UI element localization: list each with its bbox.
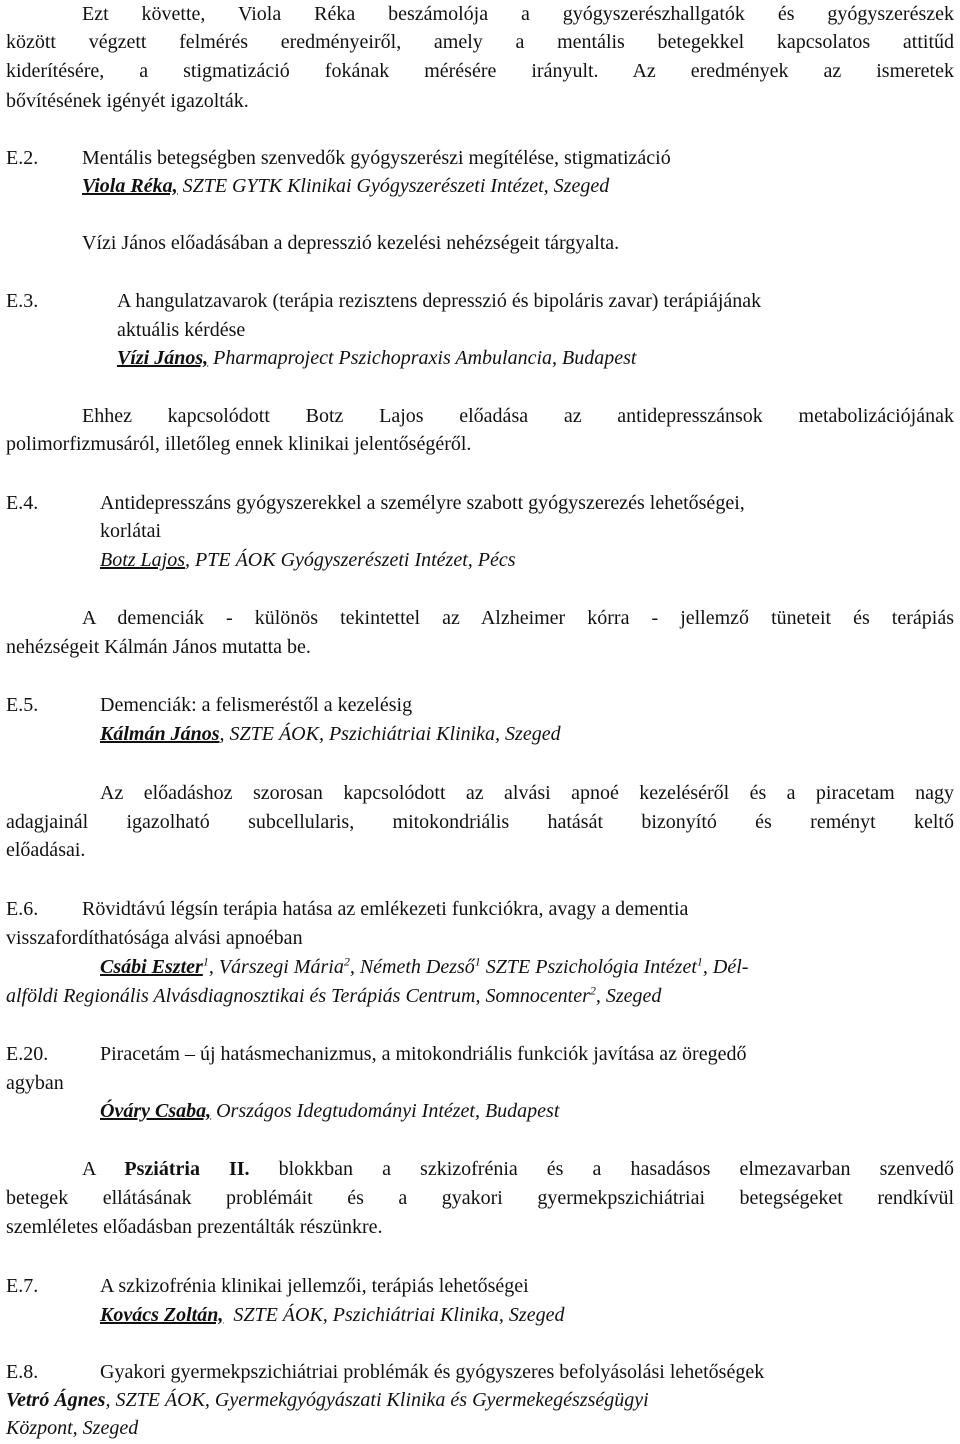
intro-line-4: bővítésének igényét igazolták.: [6, 90, 249, 112]
lecture-author-line: [117, 344, 636, 373]
lecture-author-line-cont: Központ, Szeged: [6, 1417, 139, 1439]
section-number: E.20.: [6, 1043, 49, 1065]
lecture-author-line: [100, 720, 561, 749]
lecture-title: Antidepresszáns gyógyszerekkel a személyre szabott gyógyszerezés lehetőségei,: [100, 492, 745, 514]
lecture-title-cont: aktuális kérdése: [117, 319, 246, 341]
summary-text-cont: előadásai.: [6, 839, 86, 861]
lecture-title-cont: agyban: [6, 1072, 64, 1094]
lecture-author-line: [6, 1386, 649, 1415]
lecture-title: A szkizofrénia klinikai jellemzői, terápiás lehetőségei: [100, 1275, 529, 1297]
author-superscript: 1: [474, 954, 481, 969]
lecture-title: Piracetám – új hatásmechanizmus, a mitokondriális funkciók javítása az öregedő: [100, 1043, 747, 1065]
author-affiliation: , PTE ÁOK Gyógyszerészeti Intézet, Pécs: [185, 549, 516, 571]
author-superscript: 2: [343, 954, 350, 969]
author-name: Vízi János,: [117, 347, 209, 369]
author-name-2: , Várszegi Mária: [208, 956, 344, 978]
section-number: E.7.: [6, 1275, 39, 1297]
summary-text: A Psziátria II. blokkban a szkizofrénia és a hasadásos elmezavarban szenvedő: [82, 1158, 954, 1180]
intro-line-2: között végzett felmérés eredményeiről, amely a mentális betegekkel kapcsolatos attitűd: [6, 31, 954, 53]
section-number: E.5.: [6, 694, 39, 716]
lecture-author-line: [100, 953, 748, 982]
author-affiliation-end: , Szeged: [595, 985, 662, 1007]
author-name: Viola Réka,: [82, 175, 178, 197]
author-name: Óváry Csaba,: [100, 1100, 212, 1122]
author-affiliation: SZTE Pszichológia Intézet: [480, 956, 697, 978]
author-superscript: 2: [589, 983, 596, 998]
author-affiliation: , SZTE ÁOK, Gyermekgyógyászati Klinika és Gyermekegészségügyi: [105, 1389, 649, 1411]
lecture-author-line-cont: [6, 982, 661, 1011]
section-number: E.3.: [6, 290, 39, 312]
author-affiliation: alföldi Regionális Alvásdiagnosztikai és Terápiás Centrum, Somnocenter: [6, 985, 590, 1007]
section-number: E.2.: [6, 147, 39, 169]
lecture-title: A hangulatzavarok (terápia rezisztens depresszió és bipoláris zavar) terápiájának: [117, 290, 762, 312]
author-affiliation: SZTE GYTK Klinikai Gyógyszerészeti Intézet, Szeged: [177, 175, 610, 197]
author-name: Vetró Ágnes: [6, 1389, 106, 1411]
author-affiliation: Pharmaproject Pszichopraxis Ambulancia, Budapest: [208, 347, 637, 369]
author-affiliation: , SZTE ÁOK, Pszichiátriai Klinika, Szeged: [219, 723, 561, 745]
section-number: E.8.: [6, 1361, 39, 1383]
lecture-title: Demenciák: a felismeréstől a kezelésig: [100, 694, 413, 716]
author-affiliation: SZTE ÁOK, Pszichiátriai Klinika, Szeged: [223, 1304, 565, 1326]
lecture-author-line: [100, 1097, 559, 1126]
lecture-title-cont: korlátai: [100, 520, 162, 542]
summary-text-cont: adagjainál igazolható subcellularis, mitokondriális hatását bizonyító és reményt keltő: [6, 811, 954, 833]
author-name: Kovács Zoltán,: [100, 1304, 224, 1326]
author-superscript: 1: [202, 954, 209, 969]
author-name: Csábi Eszter: [100, 956, 203, 978]
summary-text: Az előadáshoz szorosan kapcsolódott az alvási apnoé kezeléséről és a piracetam nagy: [100, 782, 954, 804]
section-number: E.6.: [6, 898, 39, 920]
author-affiliation-cont: , Dél-: [702, 956, 749, 978]
summary-text-cont: szemléletes előadásban prezentálták részünkre.: [6, 1216, 383, 1238]
lecture-author-line: [100, 546, 516, 575]
intro-line-1: Ezt követte, Viola Réka beszámolója a gyógyszerészhallgatók és gyógyszerészek: [82, 3, 954, 25]
section-number: E.4.: [6, 492, 39, 514]
author-superscript: 1: [696, 954, 703, 969]
author-affiliation: Országos Idegtudományi Intézet, Budapest: [211, 1100, 560, 1122]
summary-text: A demenciák - különös tekintettel az Alzheimer kórra - jellemző tüneteit és terápiás: [82, 607, 954, 629]
block-name: Psziátria II.: [124, 1158, 250, 1180]
lecture-author-line: [82, 172, 609, 201]
summary-text: Ehhez kapcsolódott Botz Lajos előadása az antidepresszánsok metabolizációjának: [82, 405, 954, 427]
lecture-title: Gyakori gyermekpszichiátriai problémák és gyógyszeres befolyásolási lehetőségek: [100, 1361, 765, 1383]
author-name-3: , Németh Dezső: [349, 956, 475, 978]
summary-text-cont: betegek ellátásának problémáit és a gyakori gyermekpszichiátriai betegségeket rendkívül: [6, 1187, 954, 1209]
summary-text-cont: polimorfizmusáról, illetőleg ennek klinikai jelentőségéről.: [6, 433, 472, 455]
summary-text: Vízi János előadásában a depresszió kezelési nehézségeit tárgyalta.: [82, 232, 620, 254]
lecture-title: Rövidtávú légsín terápia hatása az emlékezeti funkciókra, avagy a dementia: [82, 898, 689, 920]
lecture-title: Mentális betegségben szenvedők gyógyszerészi megítélése, stigmatizáció: [82, 147, 671, 169]
author-name: Kálmán János: [100, 723, 220, 745]
intro-line-3: kiderítésére, a stigmatizáció fokának mérésére irányult. Az eredmények az ismeretek: [6, 60, 954, 82]
author-name: Botz Lajos: [100, 549, 186, 571]
lecture-author-line: [100, 1301, 564, 1330]
lecture-title-cont: visszafordíthatósága alvási apnoéban: [6, 927, 303, 949]
summary-text-cont: nehézségeit Kálmán János mutatta be.: [6, 636, 311, 658]
